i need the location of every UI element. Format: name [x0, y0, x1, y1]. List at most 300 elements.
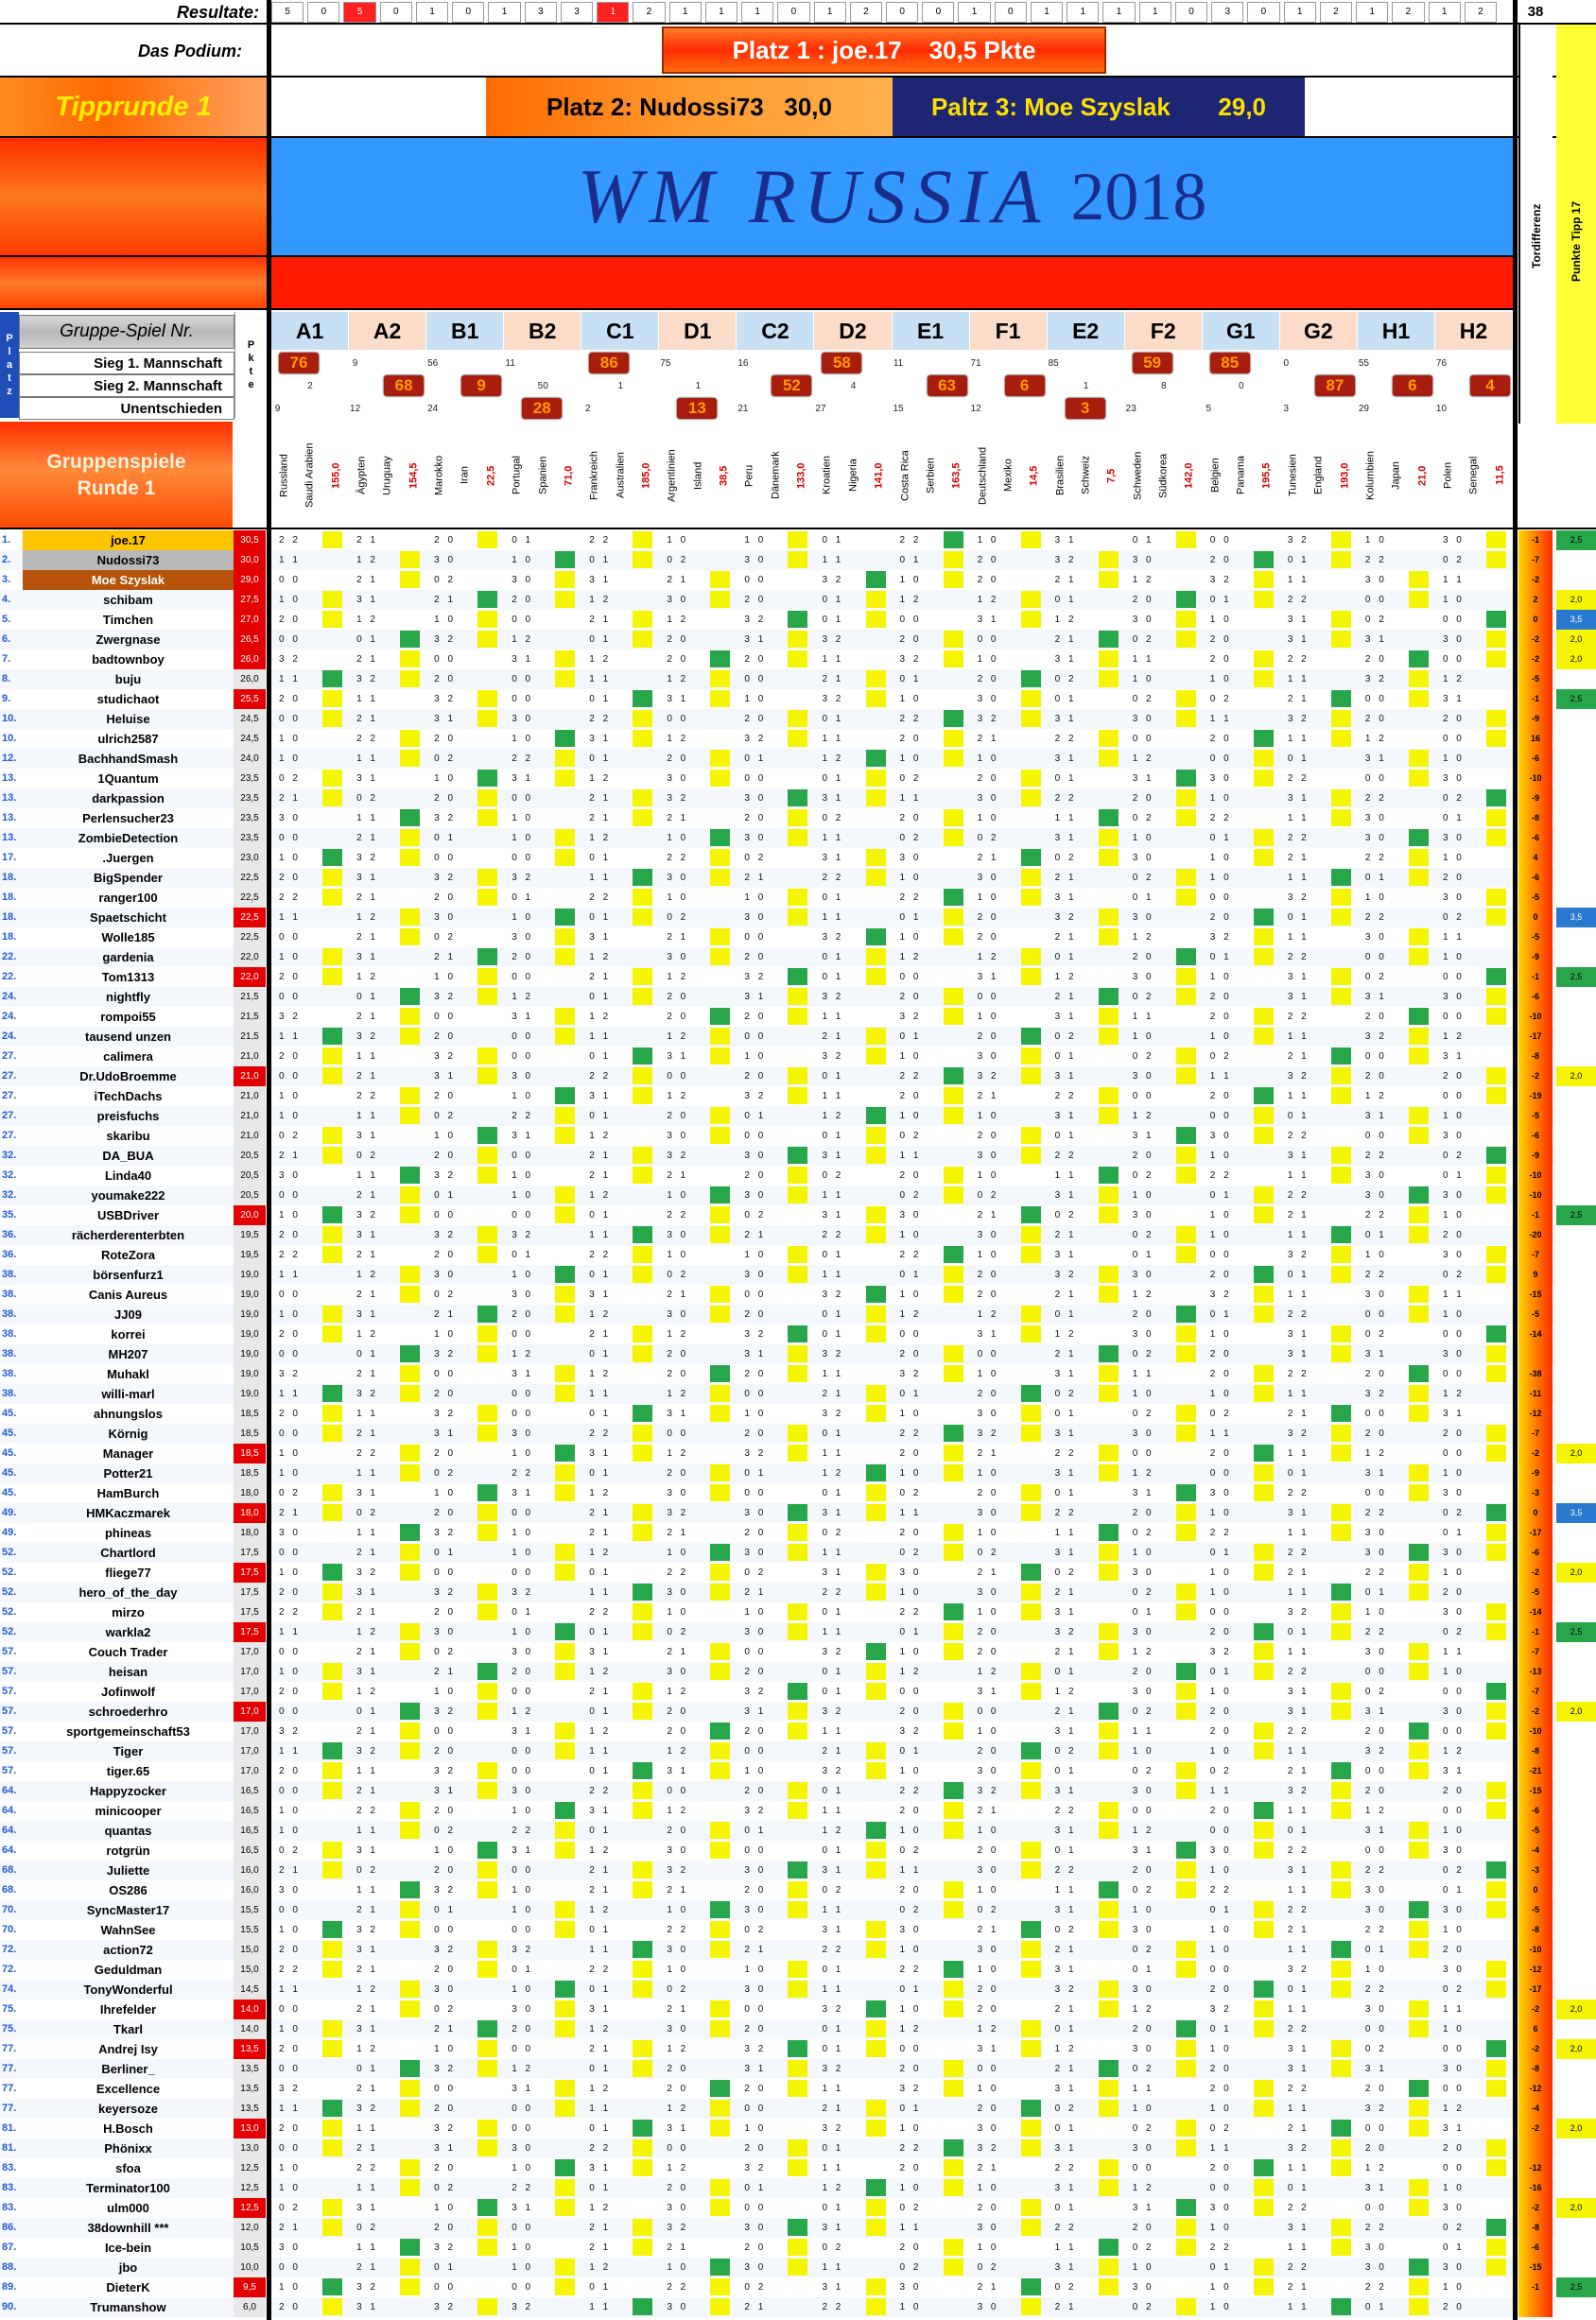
tip-score: 2 0	[1209, 2084, 1232, 2094]
tip-score: 0 2	[667, 912, 689, 923]
tip-score: 1 0	[977, 2183, 999, 2193]
tip-points-marker	[400, 1087, 420, 1104]
tip-score: 2 1	[744, 1587, 767, 1598]
tip-score: 2 1	[1054, 1647, 1077, 1657]
tip-score: 2 1	[744, 1230, 767, 1240]
tip-score: 1 0	[899, 2183, 922, 2193]
tip-points-marker	[866, 1206, 886, 1223]
player-row[interactable]	[0, 1821, 1596, 1841]
tip-score: 0 1	[1287, 912, 1310, 923]
match-code[interactable]: B2	[504, 312, 581, 350]
tip-points-marker	[1486, 1961, 1506, 1978]
tip-score: 0 0	[1442, 2044, 1465, 2054]
tip-score: 1 1	[822, 2262, 844, 2273]
tip-points-marker	[1331, 1167, 1351, 1184]
tip-score: 0 2	[1132, 1528, 1154, 1538]
player-row[interactable]	[0, 2178, 1596, 2198]
player-row[interactable]	[0, 1007, 1596, 1027]
player-row[interactable]	[0, 2079, 1596, 2099]
player-points: 18,5	[234, 1404, 266, 1424]
player-row[interactable]	[0, 1225, 1596, 1245]
player-row[interactable]	[0, 1940, 1596, 1960]
player-row[interactable]	[0, 2198, 1596, 2218]
player-row[interactable]	[0, 987, 1596, 1007]
player-row[interactable]	[0, 1146, 1596, 1166]
tip-score: 1 1	[356, 1051, 378, 1062]
player-name: Heluise	[106, 712, 150, 726]
player-row[interactable]	[0, 749, 1596, 769]
tip-score: 2 2	[1287, 1369, 1310, 1379]
tip-points-marker	[1099, 2000, 1119, 2017]
match-code[interactable]: E1	[893, 312, 970, 350]
tip-score: 1 0	[434, 773, 457, 784]
player-row[interactable]	[0, 888, 1596, 908]
tip-score: 2 0	[1364, 1012, 1387, 1022]
tip-score: 0 0	[1442, 615, 1465, 625]
tip-score: 3 1	[1287, 1706, 1310, 1717]
player-row[interactable]	[0, 1285, 1596, 1305]
player-row[interactable]	[0, 1642, 1596, 1662]
player-row[interactable]	[0, 2297, 1596, 2317]
tip-score: 1 0	[1442, 1468, 1465, 1479]
place-1: Platz 1 : joe.17 30,5 Pkte	[662, 26, 1106, 74]
player-row[interactable]	[0, 1602, 1596, 1622]
tip-score: 3 2	[899, 1726, 922, 1737]
tip-score: 1 2	[1442, 1031, 1465, 1042]
player-rank: 32.	[2, 1169, 17, 1181]
tip-points-marker	[1254, 1127, 1274, 1144]
tip-score: 3 2	[1287, 714, 1310, 724]
tip-points-marker	[1409, 1206, 1429, 1223]
tip-score: 0 2	[822, 1528, 844, 1538]
tip-score: 3 2	[1287, 1786, 1310, 1796]
player-name: rächerderenterbten	[71, 1228, 185, 1242]
tip-score: 1 2	[589, 2024, 612, 2034]
tip-points-marker	[400, 1544, 420, 1561]
match-code[interactable]: G2	[1280, 312, 1358, 350]
player-row[interactable]	[0, 1344, 1596, 1364]
player-row[interactable]	[0, 1543, 1596, 1563]
tip-score: 2 0	[667, 2183, 689, 2193]
tip-score: 3 0	[1209, 1488, 1232, 1498]
player-name: DA_BUA	[102, 1149, 154, 1163]
tip-score: 1 0	[899, 1587, 922, 1598]
tip-points-marker	[788, 909, 807, 926]
player-row[interactable]	[0, 1245, 1596, 1265]
player-name: ZombieDetection	[78, 831, 179, 845]
tip-score: 1 0	[1209, 873, 1232, 883]
player-row[interactable]	[0, 689, 1596, 709]
tip-score: 1 2	[899, 595, 922, 605]
tip-score: 3 2	[1209, 2004, 1232, 2015]
tip-score: 2 2	[899, 1607, 922, 1618]
tip-points-marker	[555, 928, 575, 945]
player-row[interactable]	[0, 1027, 1596, 1047]
tip-points-marker	[710, 690, 730, 707]
tip-score: 3 1	[1054, 892, 1077, 903]
player-row[interactable]	[0, 1980, 1596, 2000]
tip-score: 0 0	[1209, 1468, 1232, 1479]
tip-score: 1 2	[1132, 2004, 1154, 2015]
tip-score: 3 2	[822, 1290, 844, 1300]
player-row[interactable]	[0, 610, 1596, 630]
tip-points-marker	[1021, 1861, 1041, 1879]
tip-points-marker	[477, 1703, 497, 1720]
player-name: H.Bosch	[103, 2121, 153, 2136]
tip-score: 0 2	[667, 1627, 689, 1637]
tip-score: 0 1	[1132, 1965, 1154, 1975]
match-count-u: 12	[350, 403, 361, 414]
player-row[interactable]	[0, 1086, 1596, 1106]
tip-score: 3 0	[1442, 1190, 1465, 1201]
player-row[interactable]	[0, 1861, 1596, 1880]
tip-score: 0 1	[822, 1071, 844, 1082]
tip-score: 0 1	[1442, 1170, 1465, 1181]
tip-points-marker	[1331, 1325, 1351, 1342]
player-row[interactable]	[0, 1305, 1596, 1324]
player-row[interactable]	[0, 927, 1596, 947]
player-row[interactable]	[0, 570, 1596, 590]
tip-points-marker	[1331, 889, 1351, 906]
tip-points-marker	[710, 1822, 730, 1839]
tip-points-marker	[788, 631, 807, 648]
player-row[interactable]	[0, 1166, 1596, 1186]
tip-score: 1 2	[512, 1706, 534, 1717]
tip-points-marker	[1331, 1246, 1351, 1263]
tip-score: 2 0	[1364, 1369, 1387, 1379]
tip-score: 3 1	[1054, 1190, 1077, 1201]
tip-points-marker	[555, 1445, 575, 1462]
tip-score: 2 1	[356, 892, 378, 903]
goal-diff: -8	[1518, 1047, 1553, 1066]
tip-score: 1 2	[977, 1667, 999, 1677]
match-count-s1: 56	[427, 357, 439, 369]
tip-score: 0 0	[512, 1766, 534, 1776]
team-name: Nigeria	[847, 459, 859, 493]
tip-score: 1 1	[1442, 575, 1465, 585]
tip-score: 1 0	[977, 813, 999, 823]
tip-score: 1 0	[512, 2262, 534, 2273]
tip-score: 2 0	[1364, 1071, 1387, 1082]
tip-score: 1 2	[1364, 2163, 1387, 2173]
tip-score: 3 0	[1442, 1250, 1465, 1260]
tip-score: 2 1	[667, 1885, 689, 1896]
tip-score: 0 2	[744, 1210, 767, 1221]
player-row[interactable]	[0, 1444, 1596, 1463]
match-code[interactable]: A2	[349, 312, 426, 350]
tip-score: 2 2	[279, 535, 301, 545]
player-row[interactable]	[0, 2000, 1596, 2019]
player-row[interactable]	[0, 848, 1596, 868]
player-row[interactable]	[0, 1503, 1596, 1523]
tip-score: 1 1	[1287, 2242, 1310, 2253]
tip-points-marker	[788, 1961, 807, 1978]
player-row[interactable]	[0, 1583, 1596, 1602]
tip-points-marker	[633, 1623, 652, 1640]
tip-score: 1 0	[512, 1448, 534, 1459]
player-row[interactable]	[0, 630, 1596, 649]
player-points: 20,0	[234, 1205, 266, 1225]
player-row[interactable]	[0, 2059, 1596, 2079]
player-row[interactable]	[0, 1324, 1596, 1344]
tip-points-marker	[1254, 1365, 1274, 1382]
player-row[interactable]	[0, 2158, 1596, 2178]
tip-score: 3 1	[1054, 1111, 1077, 1121]
player-row[interactable]	[0, 2258, 1596, 2277]
player-row[interactable]	[0, 1563, 1596, 1583]
player-row[interactable]	[0, 669, 1596, 689]
player-row[interactable]	[0, 1265, 1596, 1285]
tip-score: 1 0	[667, 892, 689, 903]
tip-score: 1 1	[279, 912, 301, 923]
tip-points-marker	[322, 1941, 342, 1958]
tip-points-marker	[1486, 1445, 1506, 1462]
match-code[interactable]: C2	[737, 312, 814, 350]
player-row[interactable]	[0, 1960, 1596, 1980]
player-row[interactable]	[0, 1781, 1596, 1801]
tip-points-marker	[1331, 1425, 1351, 1442]
player-row[interactable]	[0, 1841, 1596, 1861]
tip-points-marker	[1331, 1603, 1351, 1620]
player-row[interactable]	[0, 1384, 1596, 1404]
tip-points-marker	[477, 2120, 497, 2137]
tip-score: 1 0	[1442, 1567, 1465, 1578]
tip-points-marker	[788, 1147, 807, 1164]
tip-score: 3 1	[1054, 1250, 1077, 1260]
tip-points-marker	[322, 770, 342, 787]
tip-score: 3 0	[744, 1270, 767, 1280]
player-row[interactable]	[0, 1722, 1596, 1741]
tip-score: 1 1	[899, 2223, 922, 2233]
player-row[interactable]	[0, 2039, 1596, 2059]
tip-points-marker	[1409, 2120, 1429, 2137]
tip-points-marker	[788, 829, 807, 846]
tipp17-points	[1556, 1404, 1596, 1424]
player-row[interactable]	[0, 1106, 1596, 1126]
tip-score: 0 0	[744, 773, 767, 784]
tip-score: 3 1	[1054, 2084, 1077, 2094]
player-row[interactable]	[0, 1066, 1596, 1086]
player-row[interactable]	[0, 2277, 1596, 2297]
tip-score: 1 0	[1209, 853, 1232, 863]
player-row[interactable]	[0, 530, 1596, 550]
tip-score: 0 1	[744, 753, 767, 764]
tip-points-marker	[555, 2278, 575, 2295]
tip-score: 2 0	[434, 535, 457, 545]
player-row[interactable]	[0, 1900, 1596, 1920]
tip-score: 3 0	[1364, 1905, 1387, 1915]
tip-score: 1 1	[279, 1389, 301, 1399]
match-count-u: 3	[1066, 398, 1105, 419]
tip-score: 3 1	[434, 1786, 457, 1796]
goal-diff: -7	[1518, 1245, 1553, 1265]
tip-points-marker	[1176, 1703, 1196, 1720]
goal-diff: -10	[1518, 1940, 1553, 1960]
player-row[interactable]	[0, 2119, 1596, 2138]
tip-points-marker	[322, 1226, 342, 1243]
tip-score: 0 1	[822, 535, 844, 545]
player-row[interactable]	[0, 1662, 1596, 1682]
match-code[interactable]: D2	[814, 312, 892, 350]
player-row[interactable]	[0, 2019, 1596, 2039]
goal-diff: -1	[1518, 530, 1553, 550]
player-row[interactable]	[0, 1463, 1596, 1483]
tip-score: 1 2	[589, 2262, 612, 2273]
tip-score: 0 1	[1132, 1250, 1154, 1260]
tip-points-marker	[1176, 2120, 1196, 2137]
tip-score: 2 1	[1287, 1925, 1310, 1935]
tip-score: 1 0	[977, 1468, 999, 1479]
tip-score: 3 1	[356, 1667, 378, 1677]
player-row[interactable]	[0, 709, 1596, 729]
tip-score: 2 1	[434, 595, 457, 605]
match-code[interactable]: B1	[426, 312, 504, 350]
match-code[interactable]: A1	[271, 312, 349, 350]
player-row[interactable]	[0, 1702, 1596, 1722]
platz-letter: l	[8, 346, 11, 357]
player-row[interactable]	[0, 967, 1596, 987]
tip-points-marker	[477, 1782, 497, 1799]
match-count-u: 28	[522, 398, 562, 419]
tip-points-marker	[866, 1683, 886, 1700]
player-row[interactable]	[0, 1047, 1596, 1066]
tip-points-marker	[1254, 1901, 1274, 1918]
match-count-s2: 50	[537, 380, 548, 391]
tip-score: 0 0	[512, 1687, 534, 1697]
player-row[interactable]	[0, 788, 1596, 808]
tip-points-marker	[788, 1445, 807, 1462]
tip-points-marker	[477, 1524, 497, 1541]
tip-points-marker	[400, 829, 420, 846]
tip-points-marker	[944, 1087, 963, 1104]
player-row[interactable]	[0, 1741, 1596, 1761]
player-row[interactable]	[0, 1483, 1596, 1503]
tip-score: 3 0	[279, 2242, 301, 2253]
tip-score: 1 0	[279, 734, 301, 744]
tip-points-marker	[322, 710, 342, 727]
tip-score: 3 1	[356, 773, 378, 784]
player-row[interactable]	[0, 1523, 1596, 1543]
match-code[interactable]: C1	[581, 312, 659, 350]
tip-score: 3 1	[1287, 793, 1310, 804]
tip-score: 1 1	[899, 1508, 922, 1518]
player-row[interactable]	[0, 729, 1596, 749]
platz-letter: t	[8, 372, 11, 384]
tip-score: 2 1	[356, 535, 378, 545]
tip-score: 3 1	[1054, 1607, 1077, 1618]
tip-score: 0 2	[977, 833, 999, 843]
tip-score: 2 2	[589, 1965, 612, 1975]
tipp17-points	[1556, 1861, 1596, 1880]
tip-points-marker	[477, 1941, 497, 1958]
match-code[interactable]: D1	[659, 312, 737, 350]
player-row[interactable]	[0, 1920, 1596, 1940]
tip-points-marker	[1254, 571, 1274, 588]
player-row[interactable]	[0, 1880, 1596, 1900]
player-row[interactable]	[0, 2218, 1596, 2238]
player-row[interactable]	[0, 1404, 1596, 1424]
player-row[interactable]	[0, 649, 1596, 669]
tip-points-marker	[710, 849, 730, 866]
player-row[interactable]	[0, 2099, 1596, 2119]
player-row[interactable]	[0, 868, 1596, 888]
tipp17-points: 2,0	[1556, 649, 1596, 669]
tip-score: 1 2	[1054, 2044, 1077, 2054]
tip-points-marker	[555, 551, 575, 568]
tip-score: 1 2	[1132, 1468, 1154, 1479]
player-row[interactable]	[0, 769, 1596, 788]
tip-points-marker	[633, 2139, 652, 2156]
match-code[interactable]: E2	[1048, 312, 1125, 350]
tip-score: 1 0	[899, 1230, 922, 1240]
player-row[interactable]	[0, 808, 1596, 828]
tip-score: 3 0	[667, 773, 689, 784]
player-row[interactable]	[0, 1622, 1596, 1642]
tip-score: 2 0	[977, 912, 999, 923]
tip-score: 1 1	[279, 1627, 301, 1637]
match-code[interactable]: F1	[970, 312, 1048, 350]
tip-score: 3 1	[589, 2163, 612, 2173]
tip-points-marker	[1021, 1762, 1041, 1779]
tip-score: 0 0	[512, 2123, 534, 2134]
tip-score: 3 2	[1054, 1627, 1077, 1637]
tip-score: 0 0	[977, 2064, 999, 2074]
player-row[interactable]	[0, 908, 1596, 927]
match-code[interactable]: G1	[1203, 312, 1280, 350]
tip-score: 1 0	[1132, 1905, 1154, 1915]
tip-points-marker	[944, 1961, 963, 1978]
tip-score: 0 0	[512, 1389, 534, 1399]
tip-score: 3 0	[899, 1925, 922, 1935]
tordifferenz-label: Tordifferenz	[1530, 203, 1543, 269]
tip-score: 3 0	[1364, 1548, 1387, 1558]
player-row[interactable]	[0, 1801, 1596, 1821]
tip-score: 0 0	[977, 1706, 999, 1717]
player-row[interactable]	[0, 1205, 1596, 1225]
player-row[interactable]	[0, 2138, 1596, 2158]
tip-points-marker	[633, 809, 652, 826]
tip-score: 0 1	[589, 694, 612, 704]
player-row[interactable]	[0, 1126, 1596, 1146]
player-row[interactable]	[0, 2238, 1596, 2258]
player-points: 17,0	[234, 1722, 266, 1741]
tip-points-marker	[1176, 710, 1196, 727]
tip-points-marker	[866, 690, 886, 707]
tip-points-marker	[1021, 869, 1041, 886]
player-row[interactable]	[0, 590, 1596, 610]
match-code[interactable]: H2	[1435, 312, 1513, 350]
tip-score: 0 2	[356, 1865, 378, 1876]
match-code[interactable]: H1	[1358, 312, 1435, 350]
tip-points-marker	[1021, 710, 1041, 727]
tip-points-marker	[1021, 1425, 1041, 1442]
player-row[interactable]	[0, 1364, 1596, 1384]
player-row[interactable]	[0, 1761, 1596, 1781]
tip-points-marker	[1021, 948, 1041, 965]
player-row[interactable]	[0, 550, 1596, 570]
player-row[interactable]	[0, 1682, 1596, 1702]
player-row[interactable]	[0, 828, 1596, 848]
match-code[interactable]: F2	[1125, 312, 1203, 350]
player-row[interactable]	[0, 1424, 1596, 1444]
player-row[interactable]	[0, 1186, 1596, 1205]
tip-points-marker	[1409, 1762, 1429, 1779]
tip-score: 1 1	[1287, 2104, 1310, 2114]
tip-points-marker	[944, 1623, 963, 1640]
tip-score: 0 1	[1054, 2024, 1077, 2034]
tip-points-marker	[1254, 2159, 1274, 2176]
player-row[interactable]	[0, 947, 1596, 967]
